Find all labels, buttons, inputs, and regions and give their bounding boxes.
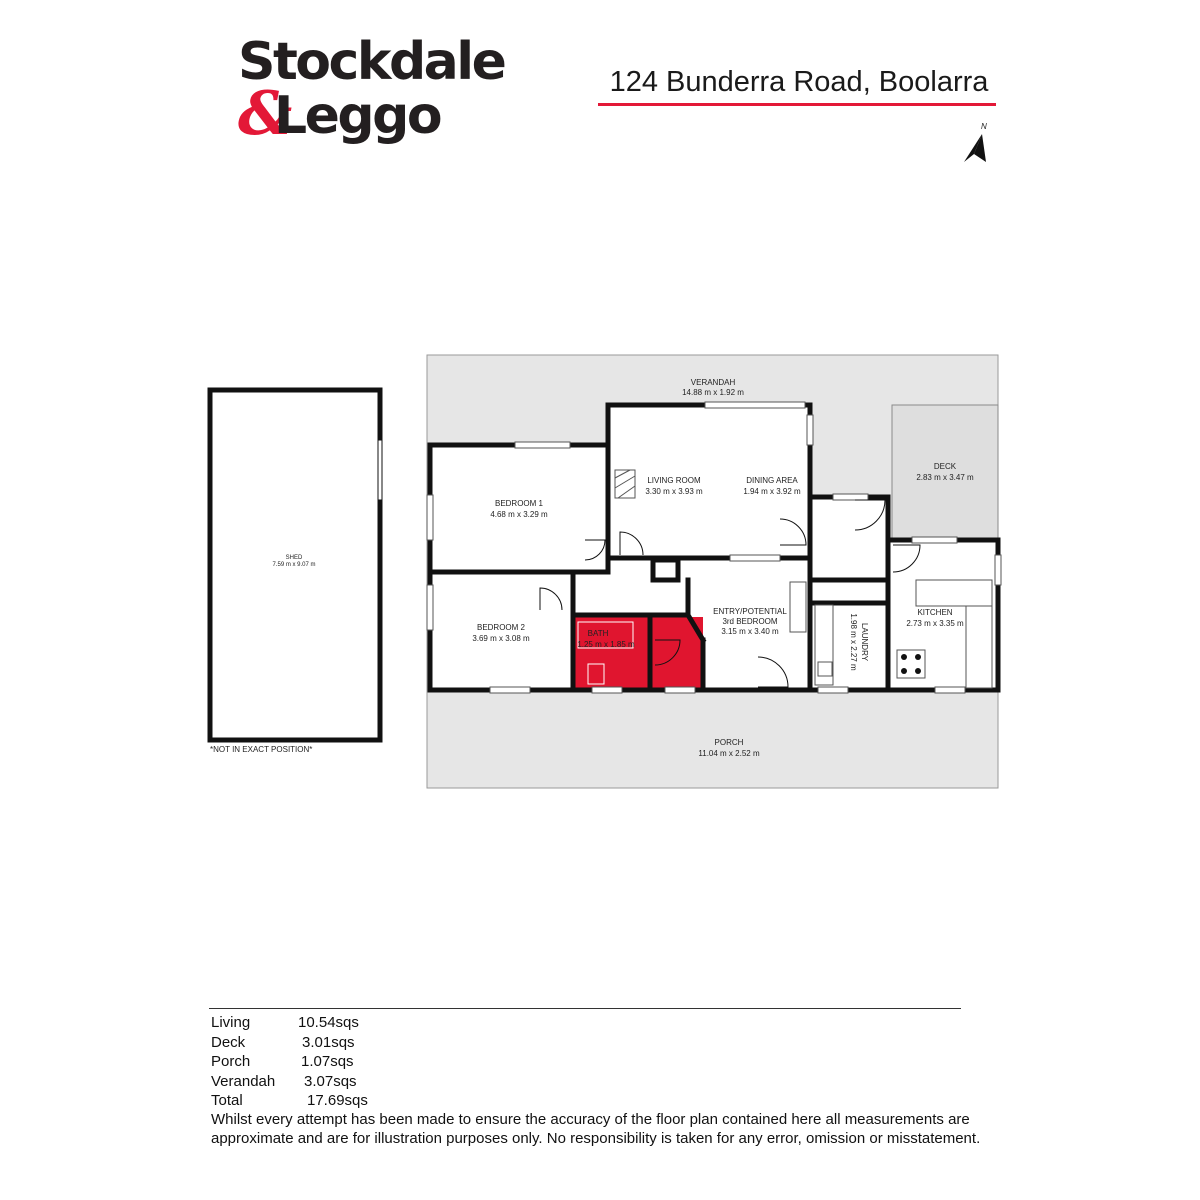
- bedroom-2-dims: 3.69 m x 3.08 m: [472, 634, 530, 643]
- north-label: N: [981, 122, 987, 131]
- dining-area-label: DINING AREA: [746, 476, 798, 485]
- summary-divider: [209, 1008, 961, 1009]
- window: [705, 402, 805, 408]
- area-label: Verandah: [211, 1072, 276, 1090]
- window: [592, 687, 622, 693]
- entry-label-secondary: 3rd BEDROOM: [722, 617, 778, 626]
- property-address: 124 Bunderra Road, Boolarra: [609, 66, 989, 98]
- area-row-deck: [211, 1033, 471, 1053]
- window: [515, 442, 570, 448]
- area-row-porch: [211, 1052, 471, 1072]
- area-value: 10.54sqs: [298, 1014, 359, 1031]
- entry-label: ENTRY/POTENTIAL: [713, 607, 787, 616]
- burner-icon: [901, 668, 907, 674]
- area-label: Deck: [211, 1033, 246, 1051]
- window: [665, 687, 695, 693]
- porch-dims: 11.04 m x 2.52 m: [698, 749, 760, 758]
- bedroom-1-dims: 4.68 m x 3.29 m: [490, 510, 548, 519]
- window: [995, 555, 1001, 585]
- bedroom-2-label: BEDROOM 2: [476, 623, 526, 632]
- bath-highlight: [573, 617, 703, 690]
- verandah-dims: 14.88 m x 1.92 m: [682, 388, 744, 397]
- dining-area-dims: 1.94 m x 3.92 m: [743, 487, 801, 496]
- entry-dims: 3.15 m x 3.40 m: [721, 627, 779, 636]
- area-row-total: [211, 1091, 471, 1111]
- area-value: 3.07sqs: [304, 1072, 357, 1090]
- area-value: 3.01sqs: [302, 1033, 355, 1051]
- window: [833, 494, 868, 500]
- area-row-verandah: [211, 1072, 471, 1092]
- window: [490, 687, 530, 693]
- porch-label: PORCH: [714, 738, 744, 747]
- logo-ampersand: &: [238, 79, 293, 149]
- burner-icon: [915, 668, 921, 674]
- living-room-dims: 3.30 m x 3.93 m: [645, 487, 703, 496]
- kitchen-label: KITCHEN: [917, 608, 953, 617]
- window: [427, 495, 433, 540]
- shed-position-note: *NOT IN EXACT POSITION*: [210, 745, 313, 754]
- area-summary: [211, 1013, 471, 1111]
- burner-icon: [915, 654, 921, 660]
- burner-icon: [901, 654, 907, 660]
- area-value: 1.07sqs: [301, 1053, 354, 1070]
- disclaimer-text: Whilst every attempt has been made to ensure the accuracy of the floor plan contained here all measurements are approximate and are for illustration purposes only. No responsibility is taken for any error, omission or misstatement.: [211, 1111, 981, 1147]
- area-value: 17.69sqs: [307, 1092, 368, 1109]
- window: [730, 555, 780, 561]
- laundry-dims: 1.98 m x 2.27 m: [849, 613, 858, 671]
- shed-dims: 7.59 m x 9.07 m: [272, 562, 316, 568]
- area-label: Porch: [211, 1053, 251, 1070]
- window: [427, 585, 433, 630]
- window: [912, 537, 957, 543]
- verandah-label: VERANDAH: [690, 378, 736, 387]
- window: [818, 687, 848, 693]
- deck-label: DECK: [933, 462, 957, 471]
- deck-dims: 2.83 m x 3.47 m: [916, 473, 974, 482]
- area-row-living: [211, 1013, 471, 1033]
- window: [807, 415, 813, 445]
- kitchen-dims: 2.73 m x 3.35 m: [906, 619, 964, 628]
- area-label: Living: [211, 1014, 251, 1031]
- bedroom-1-label: BEDROOM 1: [494, 499, 544, 508]
- logo-word-stockdale: Stockdale: [238, 32, 505, 92]
- bath-dims: 1.25 m x 1.85 m: [577, 640, 635, 649]
- window: [935, 687, 965, 693]
- logo-word-leggo: Leggo: [274, 86, 441, 146]
- bath-label: BATH: [587, 629, 609, 638]
- area-label: Total: [211, 1092, 243, 1109]
- laundry-label: LAUNDRY: [860, 622, 869, 662]
- living-room-label: LIVING ROOM: [647, 476, 701, 485]
- shed-label: SHED: [285, 555, 303, 561]
